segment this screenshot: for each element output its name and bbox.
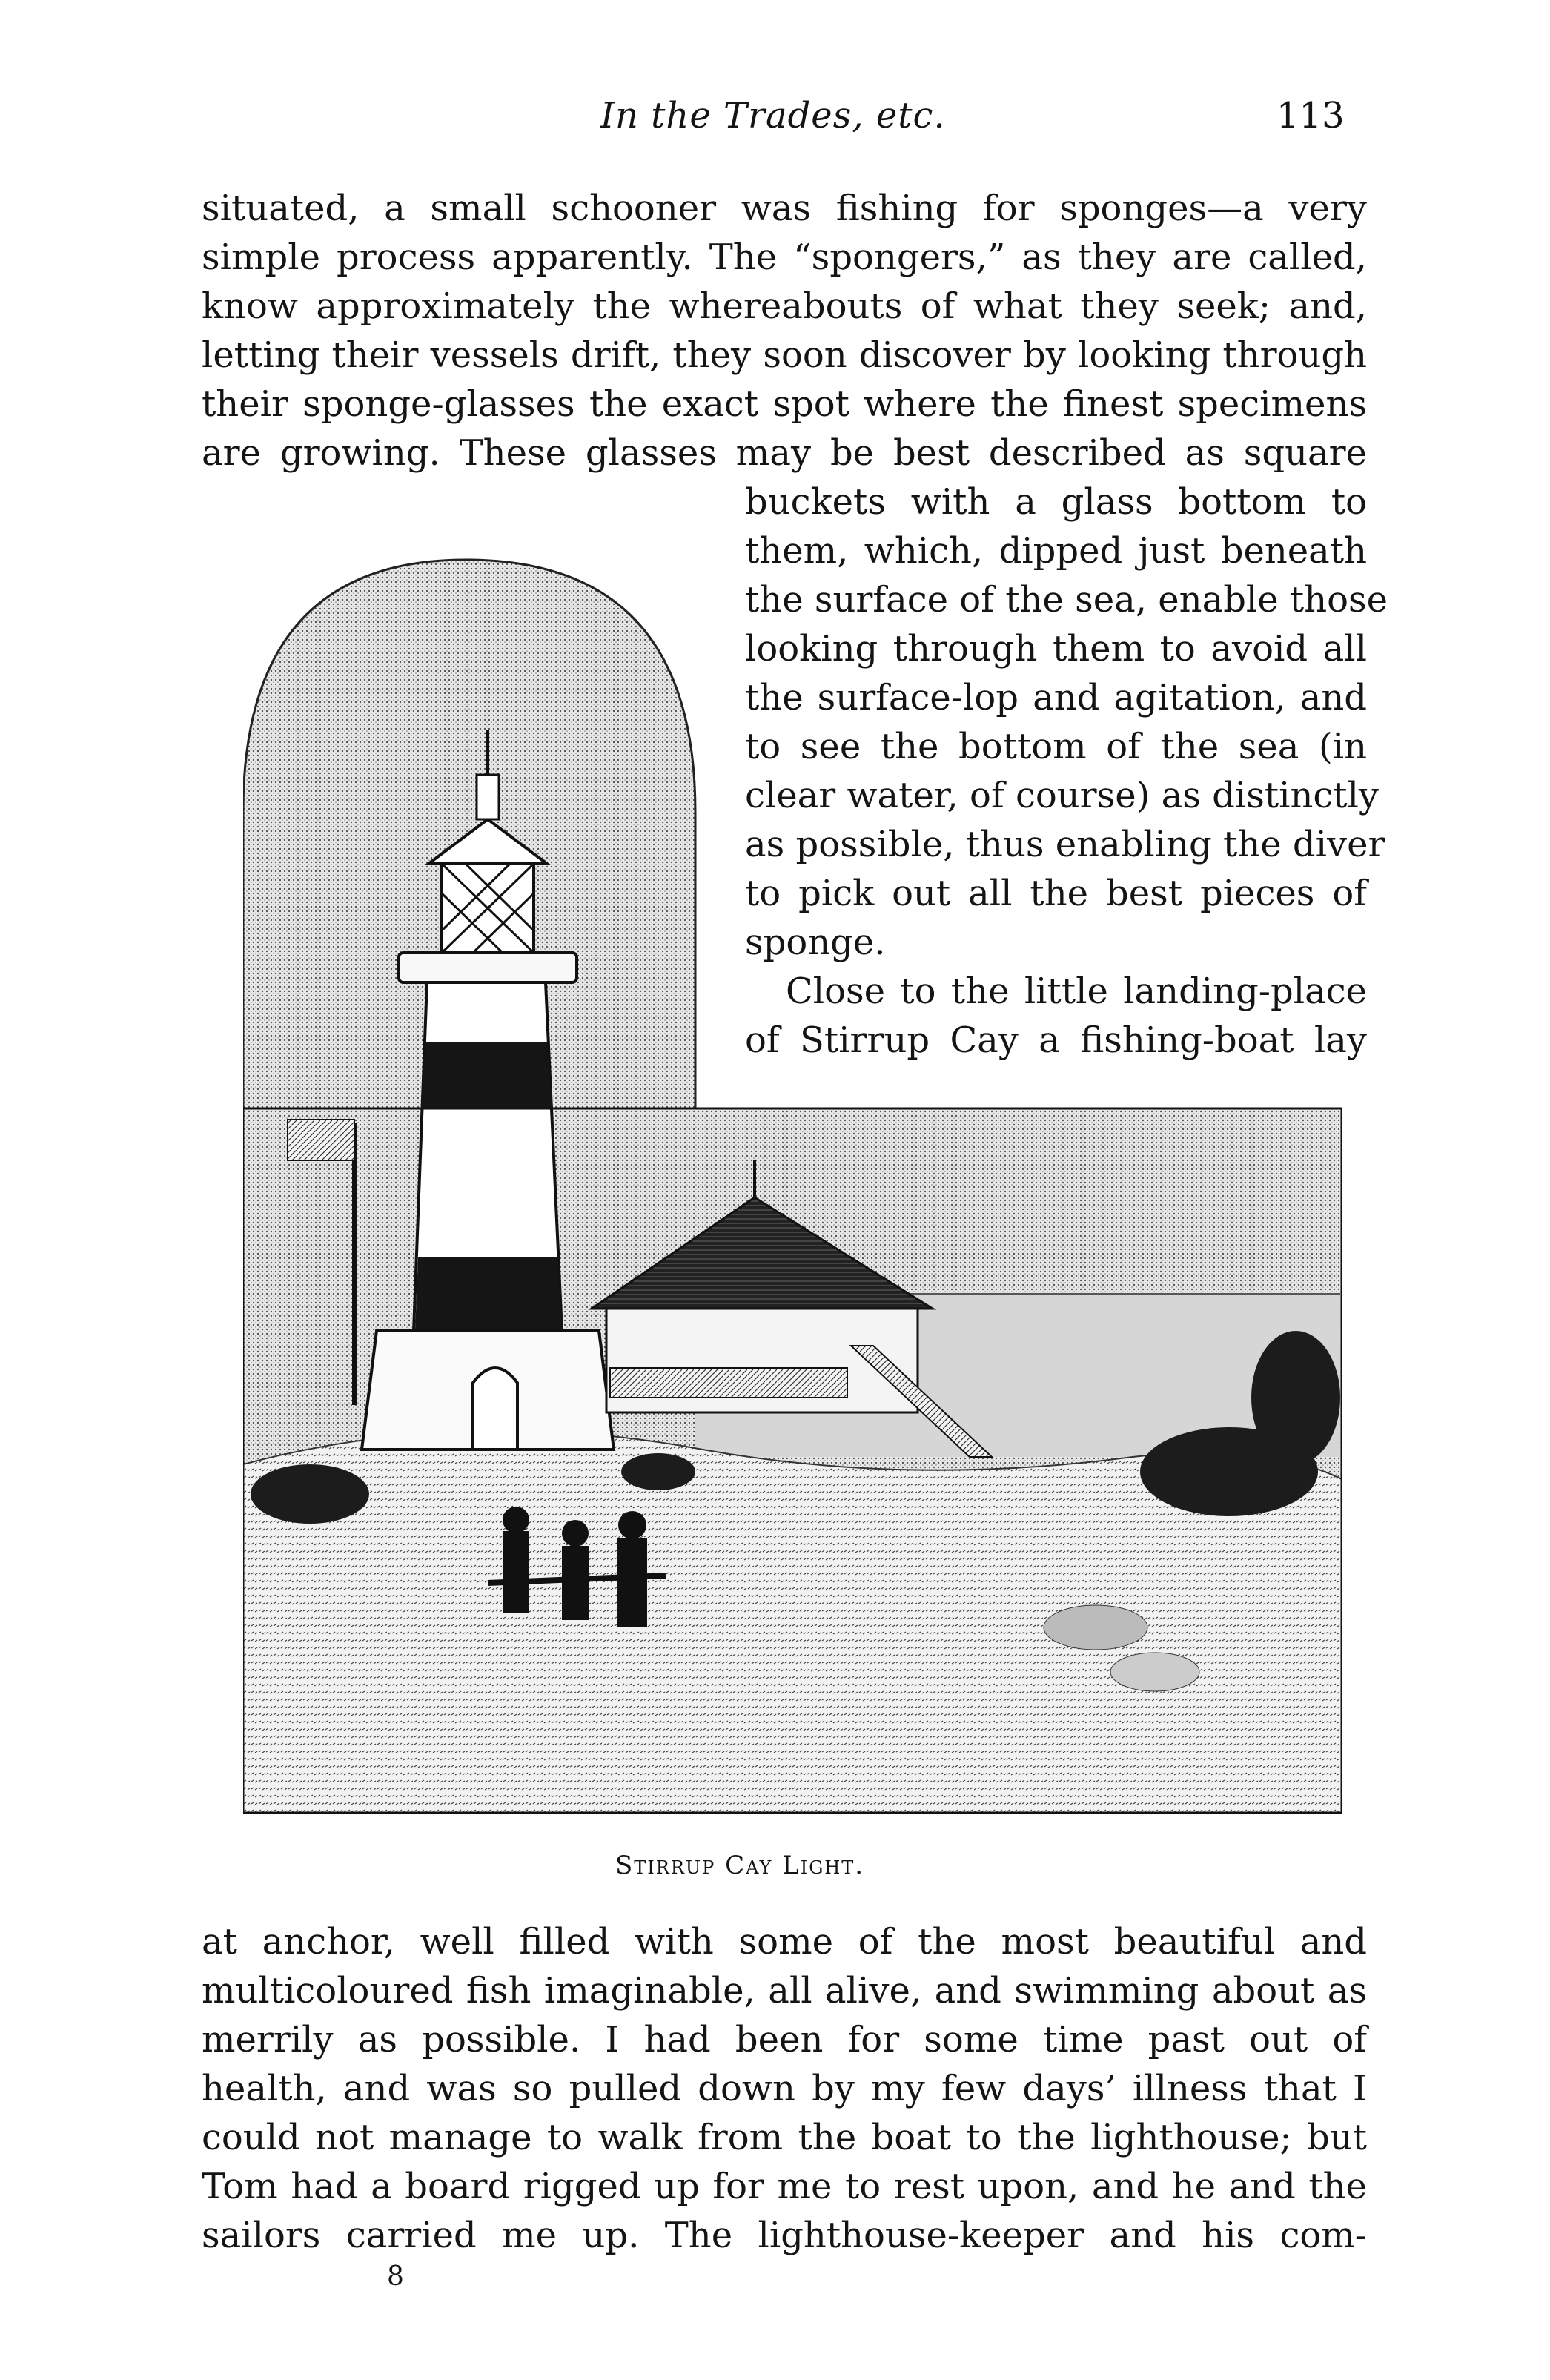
page-number: 113 <box>1276 95 1345 136</box>
body-line: at anchor, well filled with some of the most beautiful and <box>202 1921 1367 1963</box>
body-line: letting their vessels drift, they soon discover by looking through <box>202 334 1367 376</box>
body-line: their sponge-glasses the exact spot where the finest specimens <box>202 383 1367 425</box>
body-line: situated, a small schooner was fishing for sponges—a very <box>202 188 1367 229</box>
body-line: the surface of the sea, enable those <box>745 579 1388 621</box>
body-line: them, which, dipped just beneath <box>745 530 1367 572</box>
body-line: Close to the little landing-place <box>786 971 1367 1012</box>
running-title: In the Trades, etc. <box>600 95 946 136</box>
body-line: as possible, thus enabling the diver <box>745 824 1385 865</box>
body-line: clear water, of course) as distinctly <box>745 775 1380 816</box>
body-line: of Stirrup Cay a fishing-boat lay <box>745 1019 1367 1061</box>
body-line: looking through them to avoid all <box>745 628 1367 670</box>
body-line: multicoloured fish imaginable, all alive, and swimming about as <box>202 1970 1367 2012</box>
body-line: could not manage to walk from the boat to the lighthouse; but <box>202 2117 1367 2158</box>
body-line: to see the bottom of the sea (in <box>745 726 1367 767</box>
body-line: sponge. <box>745 922 886 963</box>
lighthouse-door <box>473 1368 517 1450</box>
body-line: the surface-lop and agitation, and <box>745 677 1367 718</box>
body-line: buckets with a glass bottom to <box>745 481 1367 523</box>
body-line: simple process apparently. The “spongers,” as they are called, <box>202 237 1367 278</box>
body-line: merrily as possible. I had been for some time past out of <box>202 2019 1367 2060</box>
body-line: are growing. These glasses may be best described as square <box>202 432 1367 474</box>
body-line: health, and was so pulled down by my few days’ illness that I <box>202 2068 1367 2109</box>
body-line: to pick out all the best pieces of <box>745 873 1367 914</box>
body-line: know approximately the whereabouts of what they seek; and, <box>202 285 1367 327</box>
figure-caption: Stirrup Cay Light. <box>615 1851 865 1880</box>
sailors-figures <box>488 1507 666 1627</box>
signature-mark: 8 <box>387 2261 404 2292</box>
flag <box>288 1120 354 1160</box>
body-line: Tom had a board rigged up for me to rest upon, and he and the <box>202 2166 1367 2207</box>
body-line: sailors carried me up. The lighthouse-keeper and his com- <box>202 2215 1367 2256</box>
